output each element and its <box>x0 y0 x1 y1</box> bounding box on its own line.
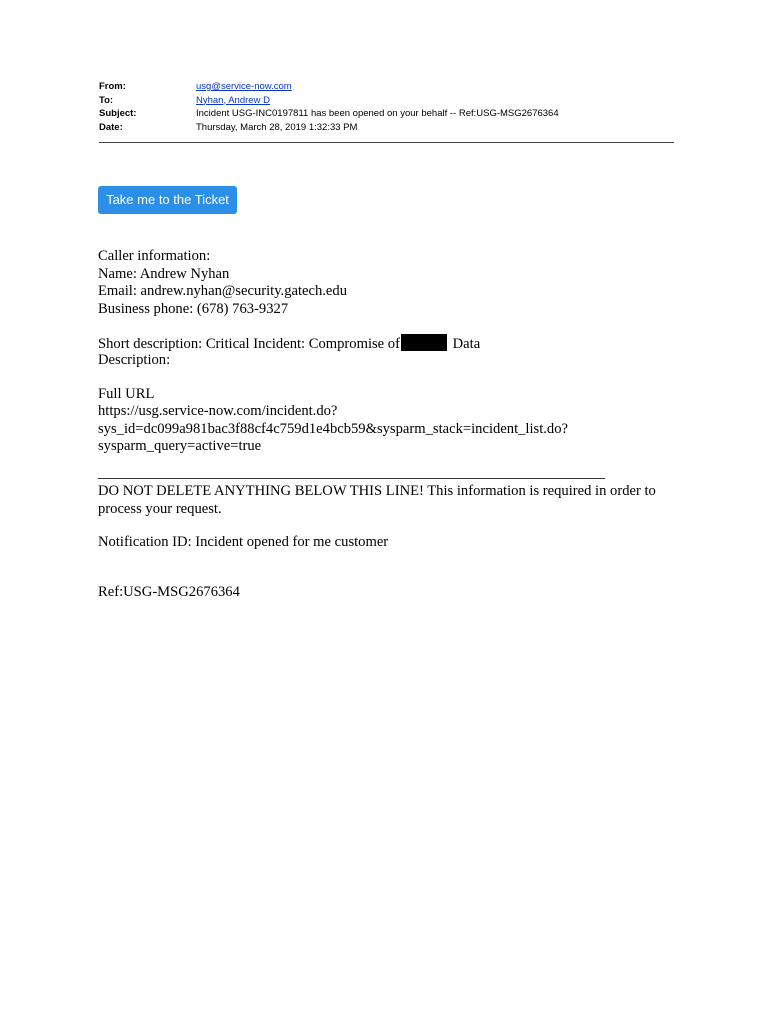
redaction-box <box>401 334 447 351</box>
do-not-delete-warning: DO NOT DELETE ANYTHING BELOW THIS LINE! This information is required in order to process your request. <box>98 482 656 517</box>
caller-phone: Business phone: (678) 763-9327 <box>98 300 289 317</box>
spacer <box>98 456 698 472</box>
to-link[interactable]: Nyhan, Andrew D <box>196 94 270 106</box>
notification-id: Notification ID: Incident opened for me customer <box>98 534 389 551</box>
take-me-to-ticket-button[interactable]: Take me to the Ticket <box>98 186 237 214</box>
do-not-delete-rule <box>98 478 605 479</box>
spacer <box>98 370 698 386</box>
from-row <box>99 80 674 94</box>
spacer <box>98 318 698 334</box>
caller-name: Name: Andrew Nyhan <box>98 265 230 282</box>
subject-value: Incident USG-INC0197811 has been opened on your behalf -- Ref:USG-MSG2676364 <box>196 108 559 119</box>
header-divider <box>99 142 674 143</box>
full-url-line-3: sysparm_query=active=true <box>98 438 262 455</box>
subject-row <box>99 107 674 121</box>
to-label: To: <box>99 94 114 106</box>
full-url-label: Full URL <box>98 385 155 402</box>
short-description <box>98 334 698 352</box>
caller-heading: Caller information: <box>98 248 211 264</box>
email-body <box>98 248 698 601</box>
date-row <box>99 121 674 135</box>
spacer <box>98 568 698 584</box>
description-label: Description: <box>98 351 171 368</box>
date-value: Thursday, March 28, 2019 1:32:33 PM <box>196 121 358 133</box>
from-label: From: <box>99 81 126 92</box>
full-url-line-2: sys_id=dc099a981bac3f88cf4c759d1e4bcb59&sysparm_stack=incident_list.do? <box>98 420 568 437</box>
spacer <box>98 518 698 534</box>
full-url-line-1: https://usg.service-now.com/incident.do? <box>98 403 338 420</box>
spacer <box>98 552 698 568</box>
to-row <box>99 94 674 108</box>
short-description-suffix: Data <box>452 336 481 353</box>
subject-label: Subject: <box>99 108 137 119</box>
caller-email: Email: andrew.nyhan@security.gatech.edu <box>98 283 348 300</box>
date-label: Date: <box>99 121 123 133</box>
short-description-prefix: Short description: Critical Incident: Compromise of <box>98 336 400 353</box>
from-link[interactable]: usg@service-now.com <box>196 81 292 92</box>
reference-id: Ref:USG-MSG2676364 <box>98 583 240 600</box>
email-header <box>99 80 674 134</box>
